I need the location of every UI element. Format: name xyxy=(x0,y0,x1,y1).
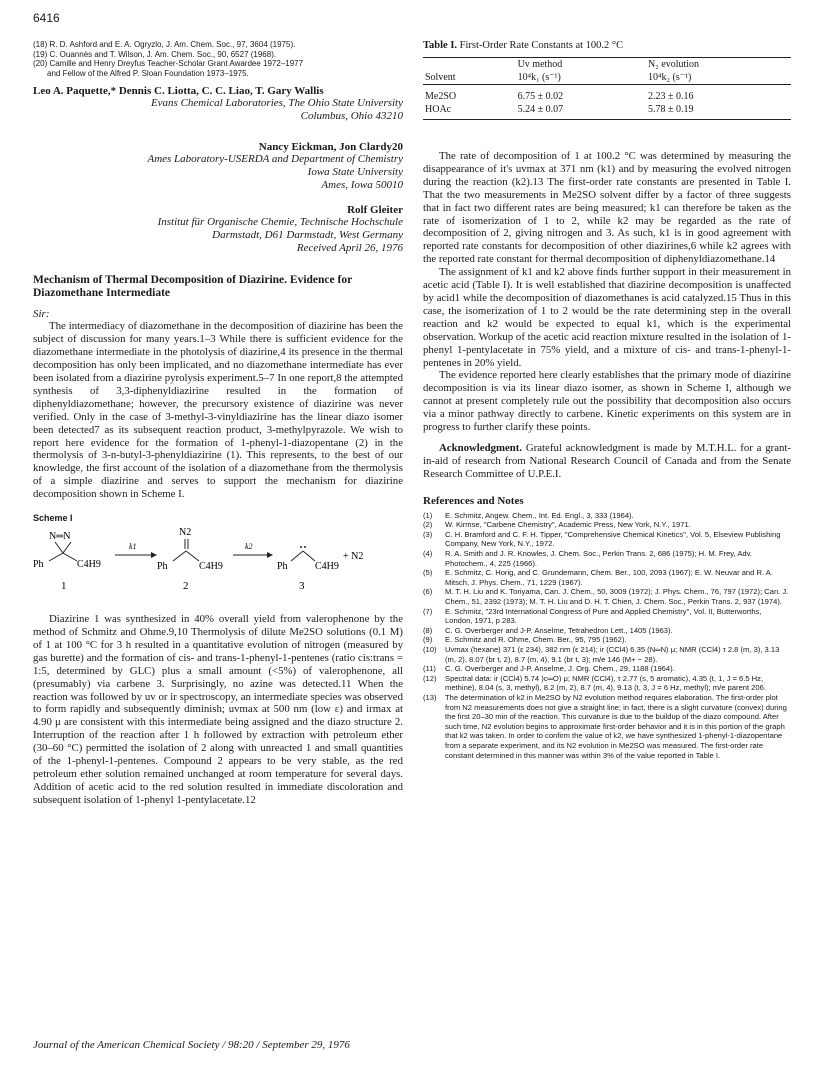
reference-item xyxy=(423,530,791,549)
reference-item xyxy=(423,587,791,606)
table-row xyxy=(423,103,791,120)
affiliation-line: Columbus, Ohio 43210 xyxy=(300,110,403,123)
reference-item xyxy=(423,645,791,664)
references-heading: References and Notes xyxy=(423,494,524,507)
compound-number-1: 1 xyxy=(61,580,67,593)
cell-k1: 5.24 ± 0.07 xyxy=(517,104,564,115)
reference-text: R. A. Smith and J. R. Knowles, J. Chem. Soc., Perkin Trans. 2, 686 (1975); H. M. Frey, Adv. Photochem., 4, 225 (1966). xyxy=(445,549,752,568)
reference-number: (4) xyxy=(423,549,433,559)
reference-text: Spectral data: ir (CCl4) 5.74 )c═O) μ; NMR (CCl4), τ 2.77 (s, 5 aromatic), 4.35 (t, 1, J = 6.5 Hz, methine), 8.04 (s, 3, methyl), 8.2 (m, 2), 8.7 (m, 4), 9.13 (t, 3, J = 6 Hz, methyl); m/e parent 206. xyxy=(445,673,766,693)
reference-number: (1) xyxy=(423,510,433,520)
paragraph-rates: The rate of decomposition of 1 at 100.2 °C was determined by measuring the disappearance of it's uvmax at 371 nm (k1) and by measuring the evolved nitrogen during the reaction (k2).13 The first-order rate constants are presented in Table I. That the two measurements in Me2SO solvent differ by a factor of three suggests that in fact two different rates are being measured; k1 can therefore be taken as the rate of isomerization of 1 to 2, while k2 may be regarded as the rate of decomposition of 2, giving nitrogen and 3. As such, k1 is in good agreement with reported rate constants for decomposition of other diazirines,6 while k2 agrees with the reported rate constant for thermal decomposition of diphenyldiazomethane.14 xyxy=(423,150,791,266)
reference-item xyxy=(423,607,791,626)
paragraph-acetic-acid: The assignment of k1 and k2 above finds further support in their measurement in acetic acid (Table I). It is well established that diazirine decomposition is unaffected by acid1 while the decomposition of diazomethanes is acid catalyzed.15 Thus in this case, the isomerization of 1 to 2 would be the rate determining step in the overall reaction and k2 would be expected to equal k1, which is the experimental observation. Workup of the acetic acid reaction mixture resulted in the isolation of 1-phenyl 1-pentylacetate in 75% yield, and a mixture of cis- and trans-1-phenyl-1-pentenes in 20% yield. xyxy=(423,266,791,369)
affiliation-line: Institut für Organische Chemie, Technische Hochschule xyxy=(157,216,403,229)
reference-item xyxy=(423,511,791,521)
footnote-19: (19) C. Ouannès and T. Wilson, J. Am. Chem. Soc., 90, 6527 (1968). xyxy=(33,49,277,59)
scheme-svg xyxy=(33,525,403,613)
affiliation-line: Iowa State University xyxy=(307,166,403,179)
top-footnotes xyxy=(33,40,403,78)
affiliation-line: Ames Laboratory-USERDA and Department of Chemistry xyxy=(147,153,403,166)
affiliation-line: Darmstadt, D61 Darmstadt, West Germany xyxy=(212,229,403,242)
reference-number: (10) xyxy=(423,644,437,654)
cell-k2: 5.78 ± 0.19 xyxy=(648,104,694,115)
article-title: Mechanism of Thermal Decomposition of Diazirine. Evidence for Diazomethane Intermediate xyxy=(33,274,352,300)
left-column xyxy=(33,40,403,807)
header-uv-method: Uv method xyxy=(517,59,563,70)
reference-item xyxy=(423,568,791,587)
table-caption-text: First-Order Rate Constants at 100.2 °C xyxy=(459,40,624,51)
footnote-20: (20) Camille and Henry Dreyfus Teacher-Scholar Grant Awardee 1972–1977 xyxy=(33,59,304,69)
reference-text: C. H. Bramford and C. F. H. Tipper, "Comprehensive Chemical Kinetics", Vol. 5, Elseview Publishing Company, New York, N.Y., 1972. xyxy=(445,529,781,549)
footnote-18: (18) R. D. Ashford and E. A. Ogryzlo, J. Am. Chem. Soc., 97, 3604 (1975). xyxy=(33,40,296,49)
reference-text: W. Kirmse, "Carbene Chemistry", Academic Press, New York, N.Y., 1971. xyxy=(445,520,691,530)
reference-number: (6) xyxy=(423,587,433,597)
reference-text: E. Schmitz and R. Ohme, Chem. Ber., 95, 795 (1962). xyxy=(445,635,627,645)
ph-label: Ph xyxy=(277,561,288,573)
reference-text: E. Schmitz, C. Horig, and C. Grundemann, Chem. Ber., 100, 2093 (1967); E. W. Neuvar and R. A. Mitsch, J. Phys. Chem., 71, 1229 (1967). xyxy=(445,568,773,587)
acknowledgment-heading: Acknowledgment. xyxy=(439,441,523,454)
butyl-label: C4H9 xyxy=(315,561,339,573)
reference-text: C. G. Overberger and J-P. Anselme, Tetrahedron Lett., 1405 (1963). xyxy=(445,625,673,635)
paragraph-intro: The intermediacy of diazomethane in the decomposition of diazirine has been the subject of discussion for many years.1–3 While there is sufficient evidence for the diazomethane intermediate in the photolysis of diazirine,4 its presence in the thermal decomposition has only been implicated, and no diazomethane intermediate has ever been isolated from a diazirine pyrolysis experiment.5–7 In one report,8 the attempted synthesis of 3,3-diphenyldiazirine resulted in the formation of diphenyldiazomethane; however, the precursory existence of diazirine was never verified. Only in the case of 3-methyl-3-vinyldiazirine has the linear diazo isomer been detected7 as its subsequent reaction product, 3-methylpyrazole. We wish to report here evidence for the formation of 1-phenyl-1-diazopentane (2) in the thermolysis of 3-n-butyl-3-phenyldiazirine (1). This represents, to the best of our knowledge, the first account of the isolation of a diazomethane from the thermolysis of a simple diazirine and serves to support the mechanism for diazirine decomposition shown in Scheme I. xyxy=(33,320,403,501)
table-row xyxy=(423,85,791,104)
salutation: Sir: xyxy=(33,308,50,321)
reference-number: (11) xyxy=(423,664,436,674)
reference-text: The determination of k2 in Me2SO by N2 evolution method requires elaboration. The first-order plot from N2 measurements does not give a straight line; in fact, there is a slight curvature (convex) during the first 20–30 min of the reaction. This curvature is due to the buildup of the diazo compound. After such time, N2 evolution begins to approximate first-order behavior and it is in this portion of the graph that k2 was taken. In order to confirm the value of k2, we have synthesized 1-phenyl-1-diazopentane from a separate experiment, and its N2 evolution in Me2SO was measured. The first-order rate constant determined in this manner was within 3% of the value reported in Table I. xyxy=(445,692,787,760)
arrow-k2 xyxy=(233,542,273,558)
k2-label: k2 xyxy=(245,542,253,552)
table-label: Table I. xyxy=(423,40,458,51)
affiliation-ohio xyxy=(33,97,403,123)
compound-1 xyxy=(33,531,101,592)
page-number: 6416 xyxy=(33,11,60,25)
reference-number: (3) xyxy=(423,529,433,539)
reference-number: (9) xyxy=(423,635,433,645)
reference-number: (13) xyxy=(423,692,437,702)
arrow-k1 xyxy=(115,542,157,558)
reference-item xyxy=(423,549,791,568)
paragraph-evidence: The evidence reported here clearly establishes that the primary mode of diazirine decomposition is via its linear diazo isomer, as shown in Scheme I, although we cannot at present completely rule out the possibility that decomposition also occurs via a minor pathway directly to carbene. Kinetic experiments on this system are in progress to further clarify these points. xyxy=(423,369,791,434)
scheme-label: Scheme I xyxy=(33,513,73,524)
footnote-20-cont: and Fellow of the Alfred P. Sloan Foundation 1973–1975. xyxy=(47,68,249,78)
reference-number: (5) xyxy=(423,568,433,578)
reference-text: M. T. H. Liu and K. Toriyama, Can. J. Chem., 50, 3009 (1972); J. Phys. Chem., 76, 797 (1972); Can. J. Chem., 51, 2392 (1973); M. T. H. Liu and D. H. T. Chien, J. Chem. Soc., Perkin Trans. 2, 937 (1974). xyxy=(445,587,789,606)
compound-2 xyxy=(157,527,223,592)
header-k2: 10⁴k₂ (s⁻¹) xyxy=(648,72,692,83)
reference-item xyxy=(423,520,791,530)
reference-item xyxy=(423,674,791,693)
k1-label: k1 xyxy=(129,542,137,552)
reference-number: (8) xyxy=(423,625,433,635)
compound-number-2: 2 xyxy=(183,580,189,593)
reference-text: E. Schmitz, "23rd International Congress of Pure and Applied Chemistry", Vol. II, Butterworths, London, 1971, p 283. xyxy=(445,606,762,626)
header-solvent: Solvent xyxy=(425,72,456,83)
affiliation-line: Ames, Iowa 50010 xyxy=(321,179,403,192)
cell-k1: 6.75 ± 0.02 xyxy=(517,91,564,102)
ph-label: Ph xyxy=(157,561,168,573)
diazirine-n-n: N═N xyxy=(49,531,71,543)
paragraph-synthesis: Diazirine 1 was synthesized in 40% overall yield from valerophenone by the method of Schmitz and Ohme.9,10 Thermolysis of dilute Me2SO solutions (0.1 M) of 1 at 100 °C for 3 h resulted in a quantitative evolution of nitrogen (measured by gas burette) and the formation of cis- and trans-1-phenyl-1-pentenes (ratio cis:trans = 1:5, determined by GLC) plus a small amount (<5%) of valerophenone, all (presumably) via carbene 3. Surprisingly, no azine was detected.11 When the reaction was followed by uv or ir spectroscopy, an intermediate species was observed to form rapidly and subsequently diminish; uvmax at 500 nm (low ε) and irmax at 4.90 μ are consistent with this intermediate being assigned and the diazo structure 2. Interruption of the reaction after 1 h followed by extraction with petroleum ether (30–60 °C) permitted the isolation of 2 along with unreacted 1 and small quantities of the 1-phenyl-1-pentenes. Compound 2 appears to be very stable, as the red petroleum ether solution remained unchanged at room temperature for several days. Addition of acetic acid to the red solution resulted in immediate discoloration and subsequent isolation of 1-phenyl 1-pentylacetate.12 xyxy=(33,613,403,806)
butyl-label: C4H9 xyxy=(199,561,223,573)
references-list xyxy=(423,511,791,760)
table-caption xyxy=(423,40,791,51)
right-column xyxy=(423,40,791,760)
journal-footer: Journal of the American Chemical Society / 98:20 / September 29, 1976 xyxy=(33,1039,350,1051)
compound-number-3: 3 xyxy=(299,580,305,593)
affiliation-line: Evans Chemical Laboratories, The Ohio State University xyxy=(150,97,403,110)
reference-text: Uvmax (hexane) 371 (ε 234), 382 nm (ε 214); ir (CCl4) 6.35 (N═N) μ; NMR (CCl4) τ 2.8 (m, 3), 3.13 (m, 2), 8.07 (br t, 2), 8.7 (m, 4), 9.1 (br t, 3); m/e 146 (M+ − 28). xyxy=(445,644,780,664)
reference-number: (7) xyxy=(423,606,433,616)
cell-k2: 2.23 ± 0.16 xyxy=(648,91,694,102)
reference-text: E. Schmitz, Angew. Chem., Int. Ed. Engl., 3, 333 (1964). xyxy=(445,510,634,520)
butyl-label: C4H9 xyxy=(77,559,101,571)
affiliation-darmstadt xyxy=(33,216,403,242)
authors-gleiter: Rolf Gleiter xyxy=(347,204,403,217)
affiliation-ames xyxy=(33,153,403,192)
acknowledgment xyxy=(423,442,791,481)
reference-item xyxy=(423,693,791,760)
reference-item xyxy=(423,635,791,645)
cell-solvent: Me2SO xyxy=(425,91,457,102)
reference-item xyxy=(423,626,791,636)
reference-item xyxy=(423,664,791,674)
reference-text: C. G. Overberger and J-P. Anselme, J. Org. Chem., 29, 1188 (1964). xyxy=(445,664,675,674)
scheme-diagram xyxy=(33,525,403,613)
diazo-n2: N2 xyxy=(179,527,192,539)
rate-constants-table xyxy=(423,57,791,120)
compound-3 xyxy=(277,546,363,592)
acknowledgment-text: Grateful acknowledgment is made by M.T.H.L. for a grant-in-aid of research from National Research Council of Canada and from the Senate Research Committee of U.P.E.I. xyxy=(423,441,791,480)
cell-solvent: HOAc xyxy=(425,104,452,115)
reference-number: (2) xyxy=(423,520,433,530)
plus-n2: + N2 xyxy=(343,551,364,563)
ph-label: Ph xyxy=(33,559,44,571)
authors-eickman: Nancy Eickman, Jon Clardy20 xyxy=(258,141,403,154)
received-date: Received April 26, 1976 xyxy=(296,242,403,255)
header-k1: 10⁴k₁ (s⁻¹) xyxy=(517,72,561,83)
authors-paquette: Leo A. Paquette,* Dennis C. Liotta, C. C. Liao, T. Gary Wallis xyxy=(33,85,324,98)
header-n2-evolution: N₂ evolution xyxy=(648,59,700,70)
reference-number: (12) xyxy=(423,673,437,683)
